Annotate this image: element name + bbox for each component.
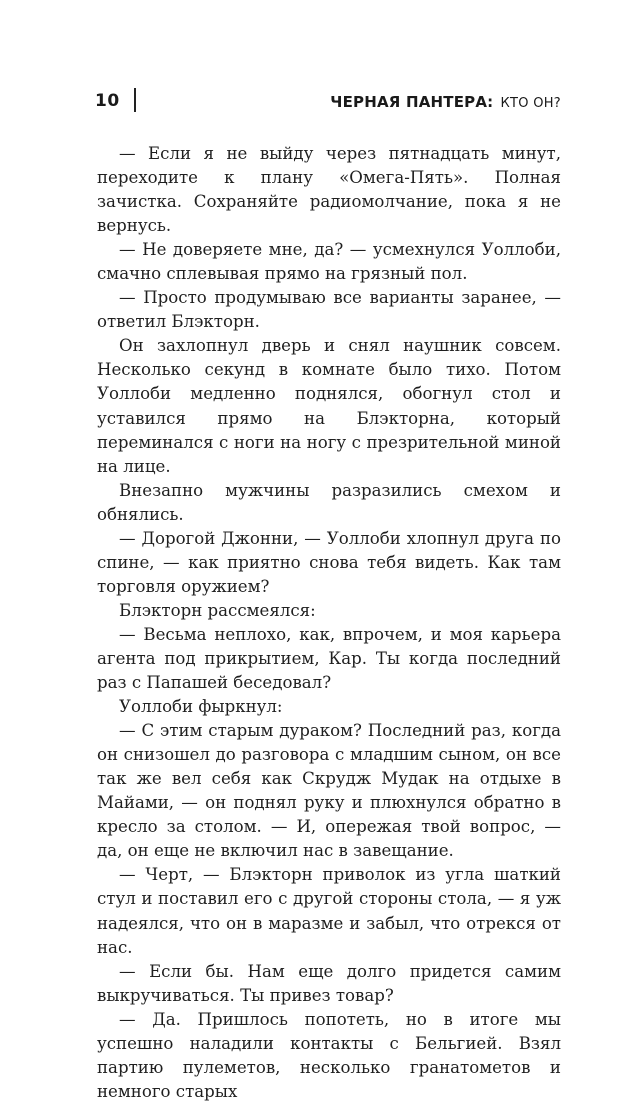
paragraph: Уоллоби фыркнул: (119, 697, 283, 717)
paragraph: — Весьма неплохо, как, впрочем, и моя карьера агента под прикрытием, Кар. Ты когда последний раз с Папашей беседовал? (97, 624, 561, 693)
page-header (95, 88, 561, 114)
paragraph: Он захлопнул дверь и снял наушник совсем. Несколько секунд в комнате было тихо. Потом Уоллоби медленно поднялся, обогнул стол и уставился прямо на Блэкторна, который переминался с ноги на ногу с презрительной миной на лице. (97, 336, 561, 476)
paragraph: — Если бы. Нам еще долго придется самим выкручиваться. Ты привез товар? (97, 961, 561, 1005)
header-divider (134, 88, 136, 112)
book-subtitle: КТО ОН? (500, 96, 561, 111)
paragraph: — С этим старым дураком? Последний раз, когда он снизошел до разговора с младшим сыном, он все так же вел себя как Скрудж Мудак на отдыхе в Майами, — он поднял руку и плюхнулся обратно в кресло за столом. — И, опережая твой вопрос, — да, он еще не включил нас в завещание. (97, 721, 561, 861)
paragraph: Внезапно мужчины разразились смехом и обнялись. (97, 480, 561, 524)
paragraph: — Просто продумываю все варианты заранее, — ответил Блэкторн. (97, 288, 561, 332)
paragraph: Блэкторн рассмеялся: (119, 600, 316, 620)
page-number: 10 (95, 91, 120, 111)
paragraph: — Черт, — Блэкторн приволок из угла шаткий стул и поставил его с другой стороны стола, — я уж надеялся, что он в маразме и забыл, что отрекся от нас. (97, 865, 561, 957)
paragraph: — Не доверяете мне, да? — усмехнулся Уоллоби, смачно сплевывая прямо на грязный пол. (97, 240, 561, 284)
body-text (97, 142, 561, 1104)
paragraph: — Если я не выйду через пятнадцать минут, переходите к плану «Омега-Пять». Полная зачистка. Сохраняйте радиомолчание, пока я не вернусь. (97, 144, 561, 236)
paragraph: — Да. Пришлось попотеть, но в итоге мы успешно наладили контакты с Бельгией. Взял партию пулеметов, несколько гранатометов и немного старых (97, 1009, 561, 1101)
paragraph: — Дорогой Джонни, — Уоллоби хлопнул друга по спине, — как приятно снова тебя видеть. Как там торговля оружием? (97, 528, 561, 596)
series-title: ЧЕРНАЯ ПАНТЕРА: (330, 93, 494, 111)
running-head (330, 92, 561, 111)
